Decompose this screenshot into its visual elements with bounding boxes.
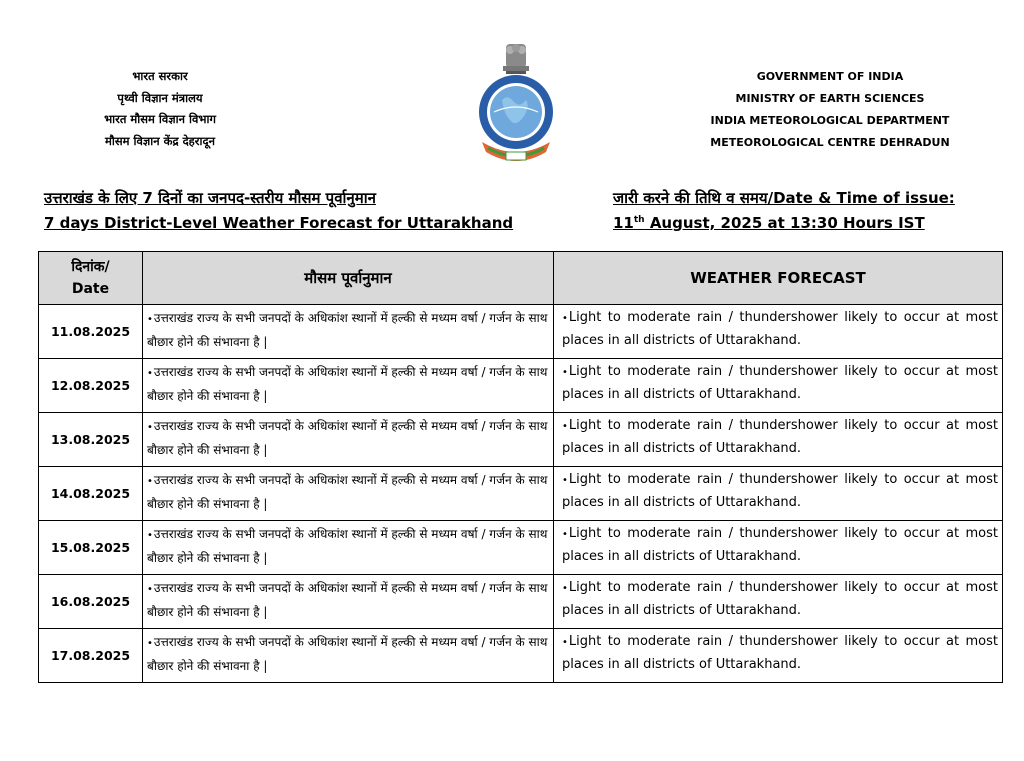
bullet: •: [147, 368, 153, 379]
bullet: •: [147, 638, 153, 649]
header-english-line: INDIA METEOROLOGICAL DEPARTMENT: [710, 114, 950, 127]
forecast-date: 16.08.2025: [39, 575, 143, 629]
forecast-english-cell: [554, 521, 1003, 575]
forecast-english-text: Light to moderate rain / thundershower likely to occur at most places in all districts of Uttarakhand.: [562, 364, 998, 402]
forecast-english-cell: [554, 575, 1003, 629]
forecast-english-text: Light to moderate rain / thundershower likely to occur at most places in all districts of Uttarakhand.: [562, 526, 998, 564]
issue-rest: August, 2025 at 13:30 Hours IST: [644, 214, 925, 232]
bullet: •: [562, 421, 568, 432]
forecast-hindi-text: उत्तराखंड राज्य के सभी जनपदों के अधिकांश स्थानों में हल्की से मध्यम वर्षा / गर्जन के साथ बौछार होने की संभावना है |: [147, 527, 548, 565]
forecast-hindi-column-header: मौसम पूर्वानुमान: [143, 252, 554, 305]
forecast-hindi-cell: [143, 521, 554, 575]
forecast-hindi-text: उत्तराखंड राज्य के सभी जनपदों के अधिकांश स्थानों में हल्की से मध्यम वर्षा / गर्जन के साथ बौछार होने की संभावना है |: [147, 365, 548, 403]
bullet: •: [562, 367, 568, 378]
forecast-hindi-text: उत्तराखंड राज्य के सभी जनपदों के अधिकांश स्थानों में हल्की से मध्यम वर्षा / गर्जन के साथ बौछार होने की संभावना है |: [147, 419, 548, 457]
forecast-english-text: Light to moderate rain / thundershower likely to occur at most places in all districts of Uttarakhand.: [562, 418, 998, 456]
header-hindi-line: पृथ्वी विज्ञान मंत्रालय: [117, 90, 203, 105]
bullet: •: [147, 314, 153, 325]
bullet: •: [147, 422, 153, 433]
issue-day-suffix: th: [633, 215, 645, 225]
header-hindi-line: मौसम विज्ञान केंद्र देहरादून: [105, 133, 215, 148]
forecast-hindi-cell: [143, 413, 554, 467]
forecast-english-cell: [554, 413, 1003, 467]
forecast-hindi-cell: [143, 629, 554, 683]
forecast-english-column-header: WEATHER FORECAST: [554, 252, 1003, 305]
bullet: •: [147, 584, 153, 595]
forecast-hindi-text: उत्तराखंड राज्य के सभी जनपदों के अधिकांश स्थानों में हल्की से मध्यम वर्षा / गर्जन के साथ बौछार होने की संभावना है |: [147, 635, 548, 673]
forecast-hindi-text: उत्तराखंड राज्य के सभी जनपदों के अधिकांश स्थानों में हल्की से मध्यम वर्षा / गर्जन के साथ बौछार होने की संभावना है |: [147, 581, 548, 619]
forecast-hindi-text: उत्तराखंड राज्य के सभी जनपदों के अधिकांश स्थानों में हल्की से मध्यम वर्षा / गर्जन के साथ बौछार होने की संभावना है |: [147, 473, 548, 511]
forecast-english-text: Light to moderate rain / thundershower likely to occur at most places in all districts of Uttarakhand.: [562, 472, 998, 510]
bullet: •: [562, 529, 568, 540]
header-english-line: METEOROLOGICAL CENTRE DEHRADUN: [710, 136, 950, 149]
bullet: •: [147, 530, 153, 541]
forecast-english-text: Light to moderate rain / thundershower likely to occur at most places in all districts of Uttarakhand.: [562, 310, 998, 348]
forecast-english-cell: [554, 629, 1003, 683]
header-english-line: GOVERNMENT OF INDIA: [756, 70, 904, 83]
header-hindi-line: भारत मौसम विज्ञान विभाग: [104, 112, 216, 126]
bullet: •: [562, 583, 568, 594]
date-column-header: [39, 252, 143, 305]
issue-label: जारी करने की तिथि व समय/Date & Time of issue:: [613, 189, 955, 207]
forecast-english-cell: [554, 467, 1003, 521]
table-row: [39, 575, 1003, 629]
header-english: [700, 66, 960, 154]
header-english-line: MINISTRY OF EARTH SCIENCES: [735, 92, 925, 105]
forecast-hindi-text: उत्तराखंड राज्य के सभी जनपदों के अधिकांश स्थानों में हल्की से मध्यम वर्षा / गर्जन के साथ बौछार होने की संभावना है |: [147, 311, 548, 349]
forecast-hindi-cell: [143, 305, 554, 359]
forecast-english-cell: [554, 305, 1003, 359]
date-header-hindi: दिनांक/: [71, 259, 110, 275]
forecast-title: [44, 186, 513, 236]
issue-datetime: [613, 211, 955, 236]
forecast-date: 17.08.2025: [39, 629, 143, 683]
forecast-date: 12.08.2025: [39, 359, 143, 413]
table-row: [39, 467, 1003, 521]
forecast-hindi-cell: [143, 359, 554, 413]
table-row: [39, 359, 1003, 413]
issue-info: [613, 186, 955, 236]
forecast-english-text: Light to moderate rain / thundershower likely to occur at most places in all districts of Uttarakhand.: [562, 634, 998, 672]
forecast-title-english: 7 days District-Level Weather Forecast for Uttarakhand: [44, 214, 514, 232]
bullet: •: [147, 476, 153, 487]
bullet: •: [562, 313, 568, 324]
date-header-english: Date: [71, 281, 110, 297]
bullet: •: [562, 637, 568, 648]
forecast-date: 15.08.2025: [39, 521, 143, 575]
forecast-hindi-cell: [143, 575, 554, 629]
header-hindi-line: भारत सरकार: [132, 69, 188, 83]
forecast-date: 11.08.2025: [39, 305, 143, 359]
forecast-english-cell: [554, 359, 1003, 413]
header-hindi: [60, 66, 260, 152]
forecast-english-text: Light to moderate rain / thundershower likely to occur at most places in all districts of Uttarakhand.: [562, 580, 998, 618]
table-row: [39, 521, 1003, 575]
forecast-hindi-cell: [143, 467, 554, 521]
forecast-date: 14.08.2025: [39, 467, 143, 521]
table-row: [39, 629, 1003, 683]
forecast-title-hindi: उत्तराखंड के लिए 7 दिनों का जनपद-स्तरीय मौसम पूर्वानुमान: [44, 189, 376, 207]
table-header-row: [39, 252, 1003, 305]
issue-day: 11: [613, 214, 634, 232]
forecast-table: [38, 251, 1003, 683]
bullet: •: [562, 475, 568, 486]
imd-emblem-icon: [476, 42, 556, 168]
forecast-date: 13.08.2025: [39, 413, 143, 467]
table-row: [39, 305, 1003, 359]
table-row: [39, 413, 1003, 467]
